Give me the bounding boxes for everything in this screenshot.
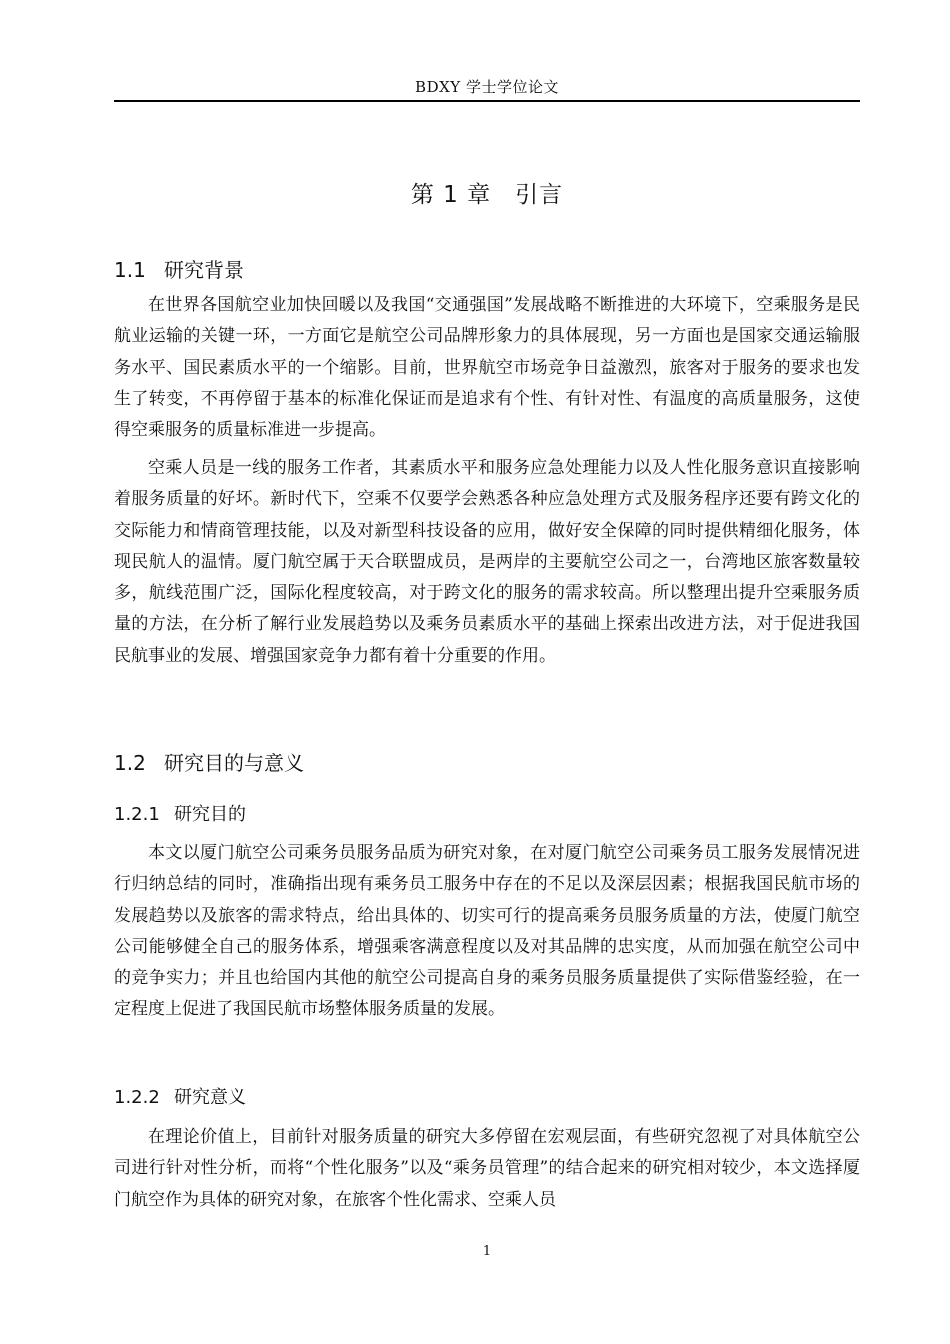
header-rule	[114, 100, 860, 102]
chapter-title: 第 1 章 引言	[410, 182, 564, 208]
section-title: 研究意义	[174, 1087, 246, 1108]
section-number: 1.2.1	[114, 804, 160, 825]
section-number: 1.1	[114, 258, 146, 282]
paragraph-4: 在理论价值上，目前针对服务质量的研究大多停留在宏观层面，有些研究忽视了对具体航空公司进行针对性分析，而将“个性化服务”以及“乘务员管理”的结合起来的研究相对较少，本文选择厦门航空作为具体的研究对象，在旅客个性化需求、空乘人员	[114, 1127, 860, 1210]
section-title: 研究目的与意义	[164, 751, 304, 775]
running-header: BDXY 学士学位论文	[415, 78, 559, 96]
page-number: 1	[482, 1244, 492, 1259]
section-heading-1-1	[114, 254, 244, 283]
section-heading-1-2-2	[114, 1083, 246, 1109]
paragraph-2: 空乘人员是一线的服务工作者，其素质水平和服务应急处理能力以及人性化服务意识直接影响着服务质量的好坏。新时代下，空乘不仅要学会熟悉各种应急处理方式及服务程序还要有跨文化的交际能力和情商管理技能，以及对新型科技设备的应用，做好安全保障的同时提供精细化服务，体现民航人的温情。厦门航空属于天合联盟成员，是两岸的主要航空公司之一，台湾地区旅客数量较多，航线范围广泛，国际化程度较高，对于跨文化的服务的需求较高。所以整理出提升空乘服务质量的方法，在分析了解行业发展趋势以及乘务员素质水平的基础上探索出改进方法，对于促进我国民航事业的发展、增强国家竞争力都有着十分重要的作用。	[114, 458, 860, 666]
section-title: 研究背景	[164, 258, 244, 282]
paragraph-3: 本文以厦门航空公司乘务员服务品质为研究对象，在对厦门航空公司乘务员工服务发展情况进行归纳总结的同时，准确指出现有乘务员工服务中存在的不足以及深层因素；根据我国民航市场的发展趋势以及旅客的需求特点，给出具体的、切实可行的提高乘务员服务质量的方法，使厦门航空公司能够健全自己的服务体系，增强乘客满意程度以及对其品牌的忠实度，从而加强在航空公司中的竞争实力；并且也给国内其他的航空公司提高自身的乘务员服务质量提供了实际借鉴经验，在一定程度上促进了我国民航市场整体服务质量的发展。	[114, 843, 860, 1020]
paragraph-1: 在世界各国航空业加快回暖以及我国“交通强国”发展战略不断推进的大环境下，空乘服务是民航业运输的关键一环，一方面它是航空公司品牌形象力的具体展现，另一方面也是国家交通运输服务水平、国民素质水平的一个缩影。目前，世界航空市场竞争日益激烈，旅客对于服务的要求也发生了转变，不再停留于基本的标准化保证而是追求有个性、有针对性、有温度的高质量服务，这使得空乘服务的质量标准进一步提高。	[114, 295, 860, 441]
section-number: 1.2	[114, 751, 146, 775]
section-heading-1-2-1	[114, 800, 246, 826]
section-number: 1.2.2	[114, 1087, 160, 1108]
section-heading-1-2	[114, 747, 304, 776]
section-title: 研究目的	[174, 804, 246, 825]
